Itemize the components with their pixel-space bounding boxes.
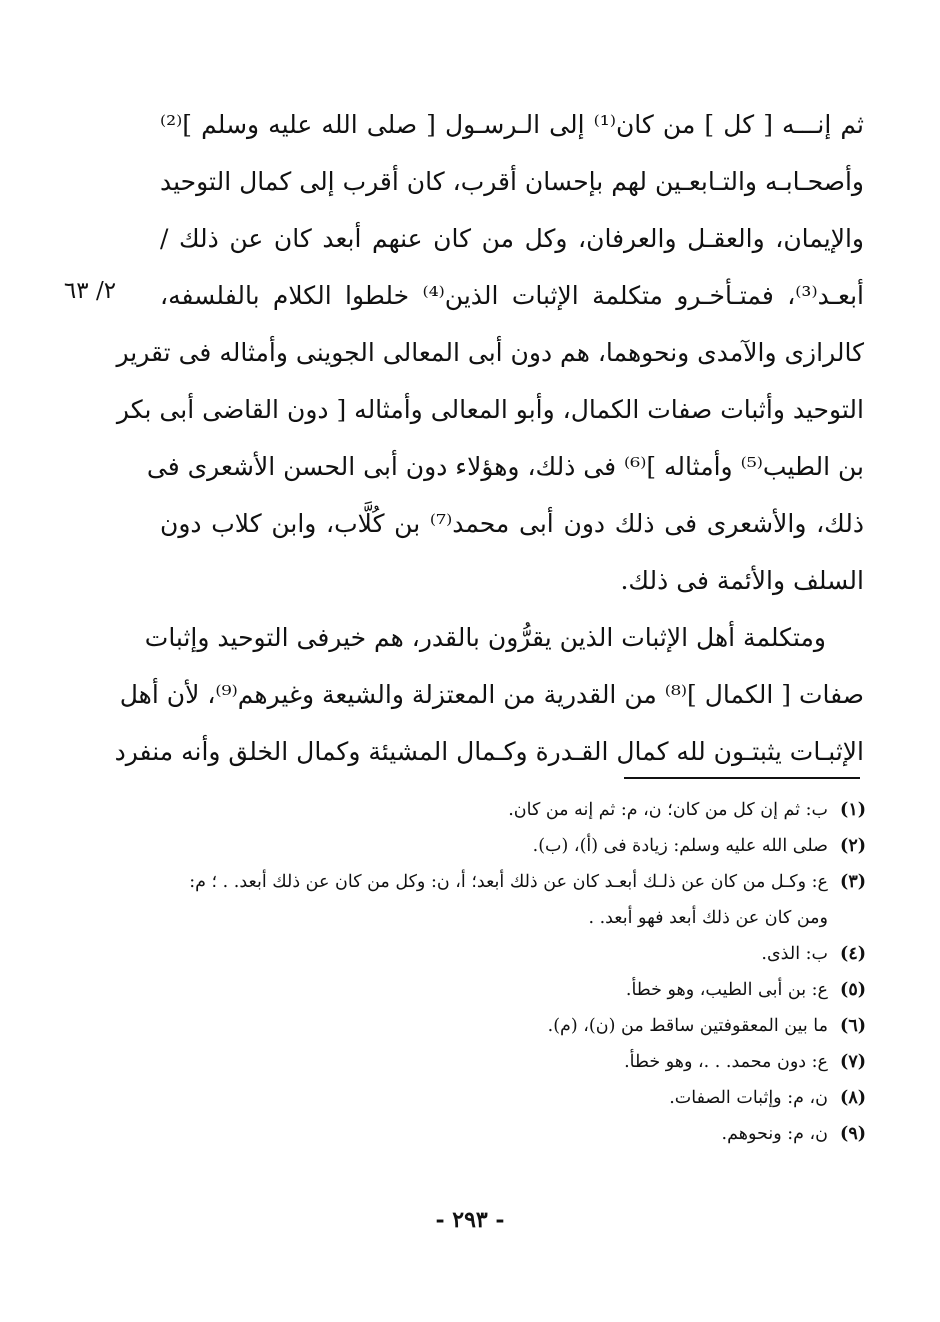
footnote-divider [624,777,860,779]
footnote-number: (٤) [840,944,866,964]
footnote-text: ما بين المعقوفتين ساقط من (ن)، (م). [547,1016,828,1036]
text-line: ثم إنـــه [ كل ] من كان⁽¹⁾ إلى الـرسـول [ صلى الله عليه وسلم ]⁽²⁾ [160,110,865,139]
footnote [160,936,866,972]
text-line: أبعـد⁽³⁾، فمتـأخـرو متكلمة الإثبات الذين⁽⁴⁾ خلطوا الكلام بالفلسفه، [160,281,865,310]
footnote-text: ب: الذى. [761,944,828,964]
footnote [160,1044,866,1080]
paragraph-2 [114,609,864,780]
paragraph-1 [116,96,865,609]
footnote-number: (١) [840,800,866,820]
text-line: الإثبـات يثبتـون لله كمال القـدرة وكـمال المشيئة وكمال الخلق وأنه منفرد [114,737,864,766]
footnotes [160,792,866,1152]
footnote [160,828,866,864]
footnote-text: ن، م: وإثبات الصفات. [669,1088,828,1108]
text-line: السلف والأئمة فى ذلك. [620,566,864,595]
text-line: ومتكلمة أهل الإثبات الذين يقرُّون بالقدر، هم خيرفى التوحيد وإثبات [144,623,826,652]
text-line: والإيمان، والعقـل والعرفان، وكل من كان عنهم أبعد كان عن ذلك / [160,224,864,253]
footnote-text: ع: بن أبى الطيب، وهو خطأ. [625,980,828,1000]
footnote [160,972,866,1008]
footnote-text: ن، م: ونحوهم. [721,1124,828,1144]
footnote-number: (٦) [840,1016,866,1036]
text-line: ذلك، والأشعرى فى ذلك دون أبى محمد⁽⁷⁾ بن كُلَّاب، وابن كلاب دون [160,509,865,538]
footnote [160,1116,866,1152]
text-line: صفات [ الكمال ]⁽⁸⁾ من القدرية من المعتزلة والشيعة وغيرهم⁽⁹⁾، لأن أهل [119,680,864,709]
footnote [160,864,866,936]
text-line: وأصحـابـه والتـابعـين لهم بإحسان أقرب، كان أقرب إلى كمال التوحيد [160,167,864,196]
footnote-number: (٢) [840,836,866,856]
text-line: كالرازى والآمدى ونحوهما، هم دون أبى المعالى الجوينى وأمثاله فى تقرير [116,338,864,367]
footnote-number: (٣) [840,872,866,892]
footnote-number: (٩) [840,1124,866,1144]
text-line: التوحيد وأثبات صفات الكمال، وأبو المعالى وأمثاله [ دون القاضى أبى بكر [116,395,864,424]
margin-reference: ٢/ ٦٣ [63,278,117,304]
text-line: بن الطيب⁽⁵⁾ وأمثاله ]⁽⁶⁾ فى ذلك، وهؤلاء دون أبى الحسن الأشعرى فى [146,452,864,481]
footnote-number: (٧) [840,1052,866,1072]
footnote-number: (٨) [840,1088,866,1108]
page-number: - ٢٩٣ - [435,1207,505,1233]
footnote-text: ع: دون محمد. . .، وهو خطأ. [624,1052,828,1072]
footnote-number: (٥) [840,980,866,1000]
footnote-text: صلى الله عليه وسلم: زيادة فى (أ)، (ب). [532,836,828,856]
footnote-text: ب: ثم إن كل من كان؛ ن، م: ثم إنه من كان. [508,800,828,820]
footnote [160,792,866,828]
main-text [114,96,865,780]
footnote [160,1008,866,1044]
footnote-text: ع: وكـل من كان عن ذلـك أبعـد كان عن ذلك أبعد؛ أ، ن: وكل من كان عن ذلك أبعد. . ؛ م: ومن كان عن ذلك أبعد فهو أبعد. . [189,872,828,928]
footnote [160,1080,866,1116]
